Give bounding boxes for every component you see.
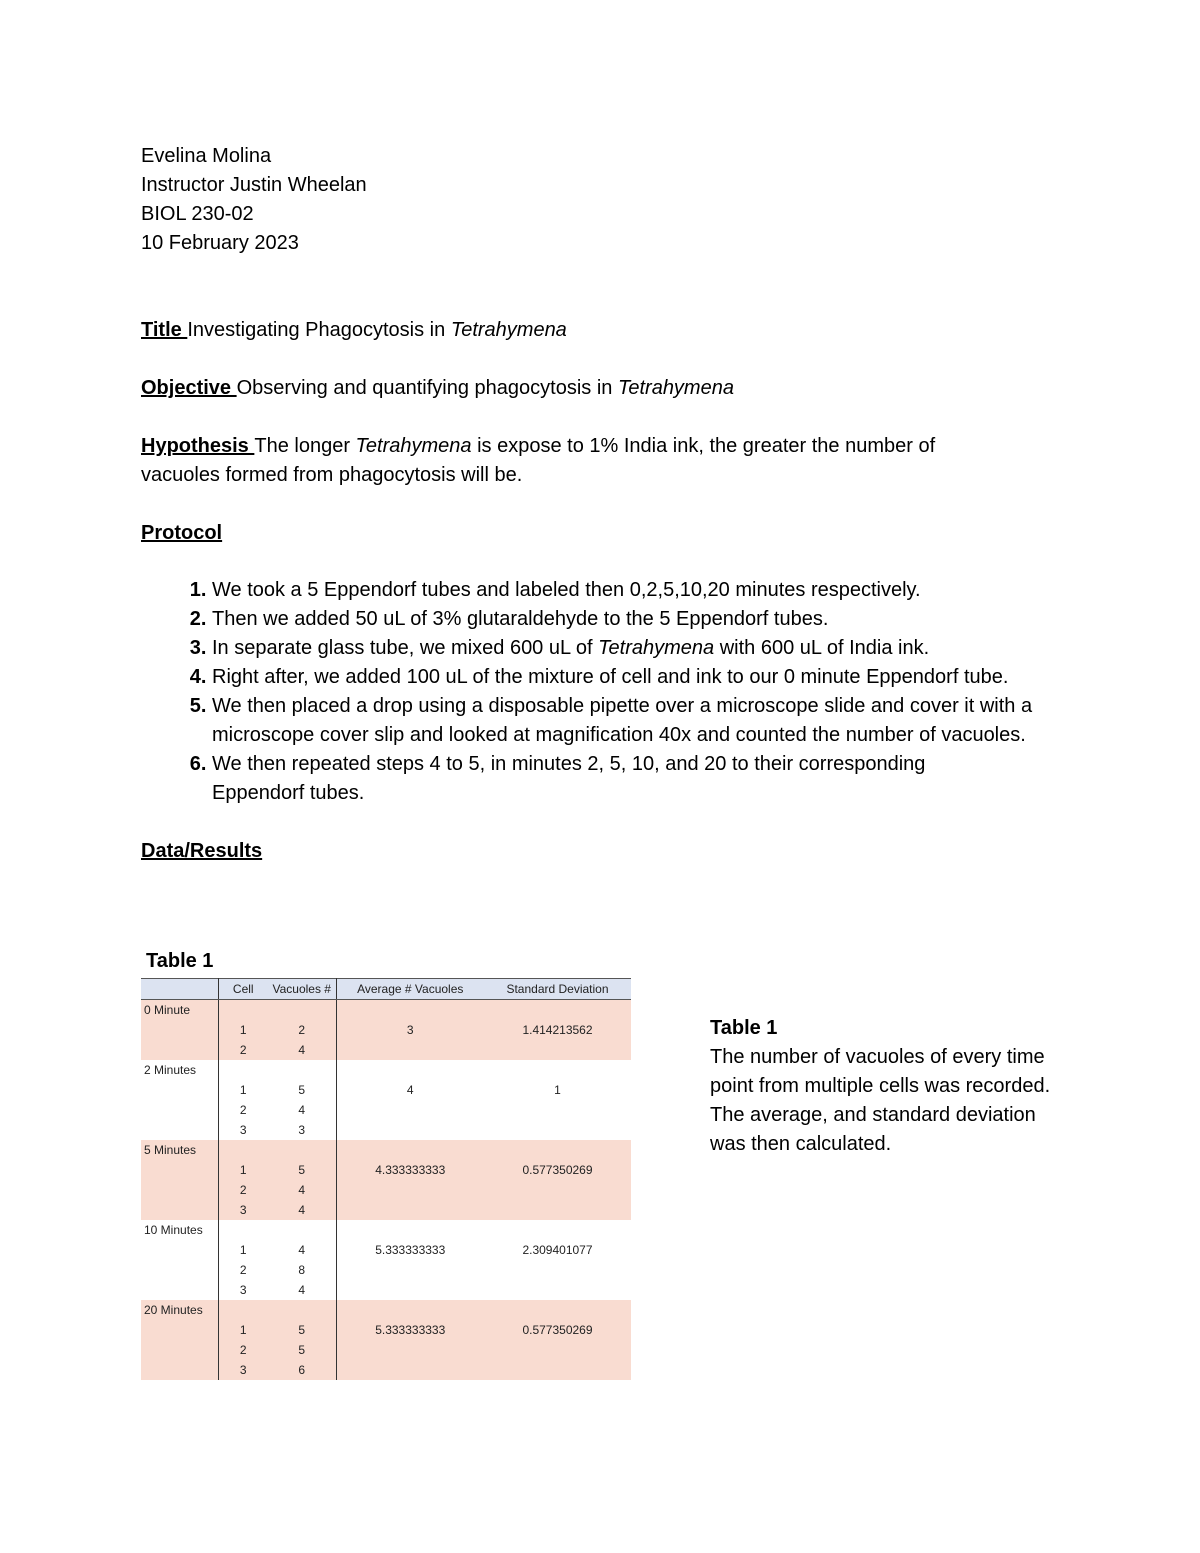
empty-cell xyxy=(484,1300,631,1320)
empty-cell xyxy=(218,1300,268,1320)
table-row xyxy=(141,1220,631,1240)
empty-cell xyxy=(336,1100,484,1120)
vacuole-count: 4 xyxy=(268,1180,336,1200)
empty-cell xyxy=(484,1120,631,1140)
time-label: 5 Minutes xyxy=(141,1140,218,1160)
empty-cell xyxy=(268,1220,336,1240)
empty-cell xyxy=(484,1000,631,1021)
header-cell xyxy=(141,979,218,1000)
empty-cell xyxy=(484,1200,631,1220)
table-row xyxy=(141,1240,631,1260)
protocol-step: 3. In separate glass tube, we mixed 600 uL of Tetrahymena with 600 uL of India ink. xyxy=(212,634,1061,663)
empty-cell xyxy=(141,1160,218,1180)
protocol-section xyxy=(141,519,1061,808)
table-row xyxy=(141,1260,631,1280)
cell-number: 1 xyxy=(218,1240,268,1260)
std-value: 0.577350269 xyxy=(484,1160,631,1180)
average-value: 4 xyxy=(336,1080,484,1100)
hypothesis-organism: Tetrahymena xyxy=(355,435,472,457)
empty-cell xyxy=(141,1180,218,1200)
table-row xyxy=(141,1360,631,1380)
vacuole-count: 5 xyxy=(268,1320,336,1340)
table-row xyxy=(141,1200,631,1220)
table-row xyxy=(141,1180,631,1200)
cell-number: 2 xyxy=(218,1260,268,1280)
empty-cell xyxy=(336,1000,484,1021)
empty-cell xyxy=(268,1300,336,1320)
vacuole-count: 4 xyxy=(268,1280,336,1300)
empty-cell xyxy=(336,1340,484,1360)
empty-cell xyxy=(484,1040,631,1060)
table-row xyxy=(141,1060,631,1080)
cell-number: 2 xyxy=(218,1180,268,1200)
results-label: Data/Results xyxy=(141,840,263,862)
empty-cell xyxy=(141,1200,218,1220)
protocol-steps xyxy=(141,576,1061,808)
time-label: 20 Minutes xyxy=(141,1300,218,1320)
hypothesis-text-a: The longer xyxy=(254,435,356,457)
empty-cell xyxy=(484,1260,631,1280)
time-label: 10 Minutes xyxy=(141,1220,218,1240)
protocol-step: 6. We then repeated steps 4 to 5, in minutes 2, 5, 10, and 20 to their corresponding Eppendorf tubes. xyxy=(212,750,1002,808)
document-page xyxy=(141,142,1061,866)
vacuole-count: 5 xyxy=(268,1340,336,1360)
vacuole-count: 4 xyxy=(268,1240,336,1260)
table-row xyxy=(141,1100,631,1120)
empty-cell xyxy=(218,1140,268,1160)
empty-cell xyxy=(484,1140,631,1160)
hypothesis-text-b: is expose to 1% India ink, the greater the number of xyxy=(471,435,936,457)
empty-cell xyxy=(141,1320,218,1340)
vacuole-count: 3 xyxy=(268,1120,336,1140)
empty-cell xyxy=(268,1000,336,1021)
cell-number: 3 xyxy=(218,1200,268,1220)
protocol-step: 2. Then we added 50 uL of 3% glutaraldehyde to the 5 Eppendorf tubes. xyxy=(212,605,1061,634)
cell-number: 3 xyxy=(218,1120,268,1140)
std-value: 1 xyxy=(484,1080,631,1100)
empty-cell xyxy=(484,1340,631,1360)
table-row xyxy=(141,1160,631,1180)
empty-cell xyxy=(141,1260,218,1280)
vacuole-count: 8 xyxy=(268,1260,336,1280)
empty-cell xyxy=(218,1000,268,1021)
title-text: Investigating Phagocytosis in xyxy=(187,319,451,341)
header-cell: Vacuoles # xyxy=(268,979,336,1000)
header-cell: Cell xyxy=(218,979,268,1000)
vacuole-count: 2 xyxy=(268,1020,336,1040)
average-value: 4.333333333 xyxy=(336,1160,484,1180)
empty-cell xyxy=(336,1260,484,1280)
table-title: Table 1 xyxy=(146,950,214,972)
vacuole-count: 4 xyxy=(268,1040,336,1060)
empty-cell xyxy=(141,1120,218,1140)
objective-organism: Tetrahymena xyxy=(617,377,734,399)
time-label: 0 Minute xyxy=(141,1000,218,1021)
empty-cell xyxy=(484,1280,631,1300)
std-value: 0.577350269 xyxy=(484,1320,631,1340)
cell-number: 1 xyxy=(218,1080,268,1100)
empty-cell xyxy=(336,1300,484,1320)
cell-number: 2 xyxy=(218,1100,268,1120)
hypothesis-line2: vacuoles formed from phagocytosis will be. xyxy=(141,464,523,486)
vacuole-count: 4 xyxy=(268,1100,336,1120)
table-row xyxy=(141,1340,631,1360)
table-row xyxy=(141,1280,631,1300)
empty-cell xyxy=(336,1220,484,1240)
course-code: BIOL 230-02 xyxy=(141,203,254,225)
cell-number: 1 xyxy=(218,1020,268,1040)
empty-cell xyxy=(484,1220,631,1240)
table-row xyxy=(141,1000,631,1021)
empty-cell xyxy=(336,1140,484,1160)
empty-cell xyxy=(484,1180,631,1200)
std-value: 2.309401077 xyxy=(484,1240,631,1260)
objective-text: Observing and quantifying phagocytosis in xyxy=(236,377,618,399)
empty-cell xyxy=(141,1020,218,1040)
cell-number: 2 xyxy=(218,1040,268,1060)
objective-section xyxy=(141,374,1061,403)
std-value: 1.414213562 xyxy=(484,1020,631,1040)
table-row xyxy=(141,1020,631,1040)
empty-cell xyxy=(484,1360,631,1380)
report-date: 10 February 2023 xyxy=(141,232,299,254)
empty-cell xyxy=(336,1360,484,1380)
table-row xyxy=(141,1040,631,1060)
vacuole-count: 4 xyxy=(268,1200,336,1220)
empty-cell xyxy=(336,1280,484,1300)
table-row xyxy=(141,1140,631,1160)
hypothesis-label: Hypothesis xyxy=(141,435,255,457)
vacuole-count: 5 xyxy=(268,1160,336,1180)
empty-cell xyxy=(484,1060,631,1080)
table-row xyxy=(141,1120,631,1140)
table-header-row xyxy=(141,979,631,1000)
objective-label: Objective xyxy=(141,377,237,399)
table-caption xyxy=(710,1014,1070,1159)
vacuole-table xyxy=(141,978,631,1380)
empty-cell xyxy=(141,1360,218,1380)
empty-cell xyxy=(218,1220,268,1240)
average-value: 5.333333333 xyxy=(336,1320,484,1340)
empty-cell xyxy=(141,1040,218,1060)
vacuole-count: 6 xyxy=(268,1360,336,1380)
table-body xyxy=(141,1000,631,1381)
caption-text: The number of vacuoles of every time point from multiple cells was recorded. The average, and standard deviation was then calculated. xyxy=(710,1046,1051,1155)
empty-cell xyxy=(484,1100,631,1120)
cell-number: 3 xyxy=(218,1360,268,1380)
time-label: 2 Minutes xyxy=(141,1060,218,1080)
header-cell: Standard Deviation xyxy=(484,979,631,1000)
cell-number: 1 xyxy=(218,1320,268,1340)
instructor-name: Instructor Justin Wheelan xyxy=(141,174,367,196)
empty-cell xyxy=(336,1200,484,1220)
cell-number: 1 xyxy=(218,1160,268,1180)
empty-cell xyxy=(268,1140,336,1160)
cell-number: 3 xyxy=(218,1280,268,1300)
empty-cell xyxy=(218,1060,268,1080)
average-value: 5.333333333 xyxy=(336,1240,484,1260)
title-section xyxy=(141,316,1061,345)
title-organism: Tetrahymena xyxy=(450,319,567,341)
empty-cell xyxy=(141,1080,218,1100)
results-table-area xyxy=(141,948,631,1380)
average-value: 3 xyxy=(336,1020,484,1040)
empty-cell xyxy=(141,1240,218,1260)
empty-cell xyxy=(336,1180,484,1200)
empty-cell xyxy=(336,1060,484,1080)
protocol-step: 5. We then placed a drop using a disposable pipette over a microscope slide and cover it with a microscope cover slip and looked at magnification 40x and counted the number of vacuoles. xyxy=(212,692,1042,750)
protocol-step: 1. We took a 5 Eppendorf tubes and labeled then 0,2,5,10,20 minutes respectively. xyxy=(212,576,1061,605)
table-row xyxy=(141,1080,631,1100)
table-row xyxy=(141,1300,631,1320)
author-name: Evelina Molina xyxy=(141,145,272,167)
document-header xyxy=(141,142,1061,258)
cell-number: 2 xyxy=(218,1340,268,1360)
empty-cell xyxy=(268,1060,336,1080)
empty-cell xyxy=(336,1040,484,1060)
empty-cell xyxy=(141,1340,218,1360)
title-label: Title xyxy=(141,319,188,341)
header-cell: Average # Vacuoles xyxy=(336,979,484,1000)
empty-cell xyxy=(141,1100,218,1120)
empty-cell xyxy=(336,1120,484,1140)
empty-cell xyxy=(141,1280,218,1300)
protocol-step: 4. Right after, we added 100 uL of the mixture of cell and ink to our 0 minute Eppendorf tube. xyxy=(212,663,1042,692)
hypothesis-section xyxy=(141,432,1061,490)
table-row xyxy=(141,1320,631,1340)
protocol-label: Protocol xyxy=(141,522,223,544)
caption-title: Table 1 xyxy=(710,1017,778,1039)
vacuole-count: 5 xyxy=(268,1080,336,1100)
results-section xyxy=(141,837,1061,866)
